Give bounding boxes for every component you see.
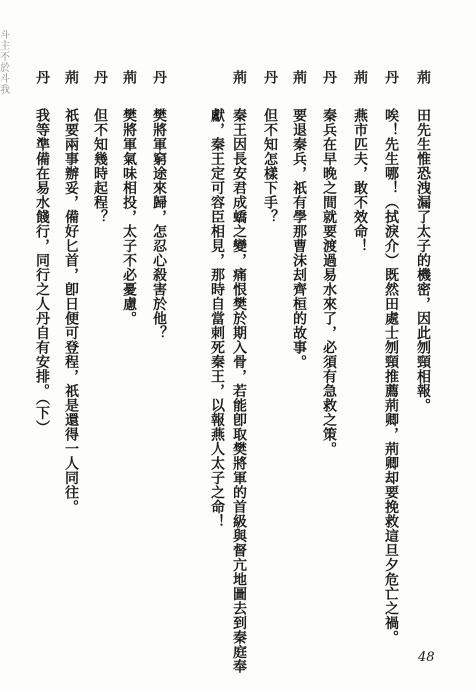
margin-bleed [0,30,10,350]
dialogue-text: 燕市匹夫，敢不效命！ [352,108,368,253]
dialogue-text: 但不知怎樣下手？ [262,108,278,224]
dialogue-text: 秦兵在早晚之間就要渡過易水來了，必須有急救之策。 [321,108,337,456]
dialogue-text: 祇要兩事辦妥，備好匕首，卽日便可登程，祇是還得一人同往。 [63,108,79,514]
speaker-label: 荊 [291,70,307,84]
dialogue-line [89,70,111,224]
speaker-label: 丹 [151,70,167,84]
speaker-label: 丹 [321,70,337,84]
dialogue-line [288,70,310,369]
dialogue-line [412,70,434,413]
speaker-label: 荊 [415,70,431,84]
margin-bleed-text: 斗 主 不 於 斗 我 [0,30,10,96]
dialogue-line [31,70,53,435]
dialogue-text: 樊將軍窮途來歸，怎忍心殺害於他？ [151,108,167,340]
dialogue-line [209,70,250,678]
speaker-label: 丹 [92,70,108,84]
dialogue-line [148,70,170,340]
dialogue-text: 秦王因長安君成蟜之變，痛恨樊於期入骨，若能卽取樊將軍的首級與督亢地圖去到秦庭奉獻，秦王定可容臣相見，那時自當刺死秦王，以報燕人太子之命！ [209,108,247,674]
page-number: 48 [418,650,435,665]
dialogue-line [60,70,82,514]
dialogue-text: 要退秦兵，祇有學那曹沫刦齊桓的故事。 [291,108,307,369]
dialogue-text: 田先生惟恐洩漏了太子的機密，因此刎頸相報。 [415,108,431,413]
dialogue-line [318,70,340,456]
speaker-label: 荊 [231,70,247,84]
speaker-label: 荊 [352,70,368,84]
dialogue-text: 但不知幾時起程？ [92,108,108,224]
speaker-label: 丹 [34,70,50,84]
dialogue-line [118,70,140,326]
speaker-label: 荊 [63,70,79,84]
dialogue-text: 我等準備在易水餞行，同行之人丹自有安排。（下） [34,108,50,435]
dialogue-line [380,70,402,645]
dialogue-line [349,70,371,253]
dialogue-line [259,70,281,224]
speaker-label: 荊 [121,70,137,84]
speaker-label: 丹 [262,70,278,84]
speaker-label: 丹 [383,70,399,84]
dialogue-text: 唉！先生哪！（拭淚介）既然田處士刎頸推薦荊卿，荊卿却要挽救這旦夕危亡之禍。 [383,108,399,645]
dialogue-text: 樊將軍氣味相投，太子不必憂慮。 [121,108,137,326]
